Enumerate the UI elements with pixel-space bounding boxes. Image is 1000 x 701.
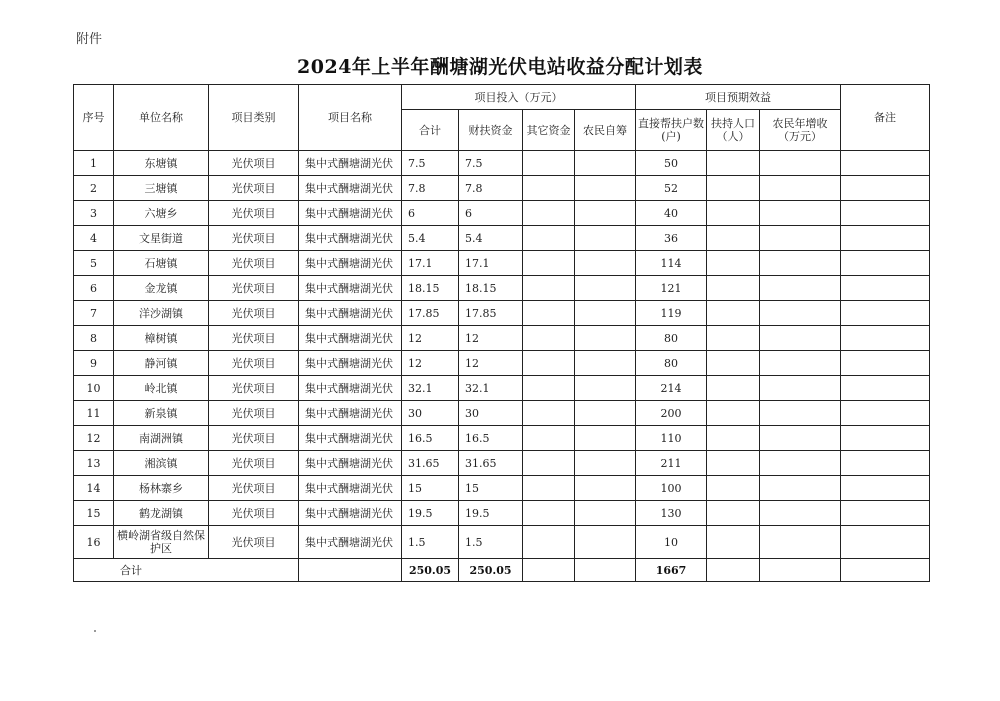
row-project-name: 集中式酬塘湖光伏	[299, 401, 402, 426]
row-other-funds	[523, 251, 575, 276]
row-investment-total: 1.5	[402, 526, 459, 559]
row-unit-name: 杨林寨乡	[114, 476, 209, 501]
table-row	[74, 326, 930, 351]
table-row	[74, 201, 930, 226]
row-income-increase	[760, 226, 841, 251]
row-people-helped	[707, 301, 760, 326]
row-project-type: 光伏项目	[209, 276, 299, 301]
row-other-funds	[523, 401, 575, 426]
row-seq: 11	[74, 401, 114, 426]
row-income-increase	[760, 501, 841, 526]
row-people-helped	[707, 476, 760, 501]
table-row	[74, 376, 930, 401]
row-unit-name: 东塘镇	[114, 151, 209, 176]
row-other-funds	[523, 451, 575, 476]
row-unit-name: 石塘镇	[114, 251, 209, 276]
row-other-funds	[523, 226, 575, 251]
row-farmer-funds	[575, 226, 636, 251]
row-farmer-funds	[575, 451, 636, 476]
row-project-name: 集中式酬塘湖光伏	[299, 376, 402, 401]
row-project-name: 集中式酬塘湖光伏	[299, 426, 402, 451]
table-body	[74, 151, 930, 559]
row-fiscal-funds: 7.5	[459, 151, 523, 176]
row-farmer-funds	[575, 301, 636, 326]
row-project-name: 集中式酬塘湖光伏	[299, 201, 402, 226]
table-row	[74, 401, 930, 426]
total-fiscal-funds: 250.05	[459, 559, 523, 582]
table-row	[74, 426, 930, 451]
table-row	[74, 276, 930, 301]
table-row	[74, 226, 930, 251]
row-farmer-funds	[575, 426, 636, 451]
row-fiscal-funds: 17.1	[459, 251, 523, 276]
row-people-helped	[707, 201, 760, 226]
row-remarks	[841, 301, 930, 326]
table-row	[74, 351, 930, 376]
row-investment-total: 18.15	[402, 276, 459, 301]
header-remarks: 备注	[841, 85, 930, 151]
row-investment-total: 17.85	[402, 301, 459, 326]
header-people-helped: 扶持人口（人）	[707, 110, 760, 151]
row-fiscal-funds: 6	[459, 201, 523, 226]
document-title: 2024年上半年酬塘湖光伏电站收益分配计划表	[297, 56, 703, 78]
attachment-label: 附件	[76, 32, 103, 47]
row-direct-households: 119	[636, 301, 707, 326]
row-seq: 16	[74, 526, 114, 559]
row-income-increase	[760, 401, 841, 426]
row-project-name: 集中式酬塘湖光伏	[299, 326, 402, 351]
table-row	[74, 476, 930, 501]
row-fiscal-funds: 12	[459, 351, 523, 376]
total-income-increase	[760, 559, 841, 582]
row-farmer-funds	[575, 251, 636, 276]
row-income-increase	[760, 351, 841, 376]
row-unit-name: 横岭湖省级自然保护区	[114, 526, 209, 559]
row-unit-name: 金龙镇	[114, 276, 209, 301]
row-other-funds	[523, 426, 575, 451]
row-project-name: 集中式酬塘湖光伏	[299, 526, 402, 559]
row-project-name: 集中式酬塘湖光伏	[299, 351, 402, 376]
row-farmer-funds	[575, 276, 636, 301]
allocation-table-container	[73, 84, 929, 582]
row-seq: 12	[74, 426, 114, 451]
row-farmer-funds	[575, 376, 636, 401]
row-people-helped	[707, 501, 760, 526]
row-farmer-funds	[575, 201, 636, 226]
row-direct-households: 114	[636, 251, 707, 276]
row-seq: 10	[74, 376, 114, 401]
row-people-helped	[707, 426, 760, 451]
total-people-helped	[707, 559, 760, 582]
row-other-funds	[523, 351, 575, 376]
row-project-type: 光伏项目	[209, 301, 299, 326]
row-remarks	[841, 276, 930, 301]
row-other-funds	[523, 301, 575, 326]
row-unit-name: 岭北镇	[114, 376, 209, 401]
table-row	[74, 451, 930, 476]
row-other-funds	[523, 176, 575, 201]
row-direct-households: 36	[636, 226, 707, 251]
row-income-increase	[760, 176, 841, 201]
total-label: 合计	[74, 559, 299, 582]
row-remarks	[841, 251, 930, 276]
row-seq: 8	[74, 326, 114, 351]
row-people-helped	[707, 451, 760, 476]
row-project-type: 光伏项目	[209, 426, 299, 451]
header-project-name: 项目名称	[299, 85, 402, 151]
table-row	[74, 301, 930, 326]
row-project-type: 光伏项目	[209, 226, 299, 251]
total-farmer-funds	[575, 559, 636, 582]
row-project-name: 集中式酬塘湖光伏	[299, 151, 402, 176]
header-benefit-group: 项目预期效益	[636, 85, 841, 110]
row-fiscal-funds: 7.8	[459, 176, 523, 201]
row-project-name: 集中式酬塘湖光伏	[299, 501, 402, 526]
row-seq: 9	[74, 351, 114, 376]
row-seq: 1	[74, 151, 114, 176]
total-row	[74, 559, 930, 582]
row-farmer-funds	[575, 151, 636, 176]
header-fiscal-funds: 财扶资金	[459, 110, 523, 151]
row-investment-total: 30	[402, 401, 459, 426]
row-unit-name: 湘滨镇	[114, 451, 209, 476]
row-income-increase	[760, 151, 841, 176]
row-income-increase	[760, 526, 841, 559]
row-direct-households: 211	[636, 451, 707, 476]
row-remarks	[841, 201, 930, 226]
row-other-funds	[523, 476, 575, 501]
row-people-helped	[707, 351, 760, 376]
row-investment-total: 5.4	[402, 226, 459, 251]
row-farmer-funds	[575, 401, 636, 426]
row-project-name: 集中式酬塘湖光伏	[299, 476, 402, 501]
row-project-name: 集中式酬塘湖光伏	[299, 451, 402, 476]
row-income-increase	[760, 276, 841, 301]
header-other-funds: 其它资金	[523, 110, 575, 151]
row-project-type: 光伏项目	[209, 526, 299, 559]
row-remarks	[841, 176, 930, 201]
row-project-type: 光伏项目	[209, 176, 299, 201]
row-project-name: 集中式酬塘湖光伏	[299, 276, 402, 301]
header-investment-group: 项目投入（万元）	[402, 85, 636, 110]
header-row-top	[74, 85, 930, 110]
row-direct-households: 130	[636, 501, 707, 526]
row-remarks	[841, 376, 930, 401]
row-investment-total: 17.1	[402, 251, 459, 276]
row-investment-total: 12	[402, 326, 459, 351]
total-other-funds	[523, 559, 575, 582]
row-project-type: 光伏项目	[209, 376, 299, 401]
row-investment-total: 7.8	[402, 176, 459, 201]
header-seq: 序号	[74, 85, 114, 151]
row-fiscal-funds: 17.85	[459, 301, 523, 326]
table-row	[74, 526, 930, 559]
row-unit-name: 静河镇	[114, 351, 209, 376]
row-unit-name: 六塘乡	[114, 201, 209, 226]
row-seq: 7	[74, 301, 114, 326]
row-direct-households: 50	[636, 151, 707, 176]
row-direct-households: 80	[636, 351, 707, 376]
row-income-increase	[760, 426, 841, 451]
row-income-increase	[760, 376, 841, 401]
row-direct-households: 214	[636, 376, 707, 401]
row-project-type: 光伏项目	[209, 151, 299, 176]
row-investment-total: 32.1	[402, 376, 459, 401]
allocation-table	[73, 84, 930, 582]
row-direct-households: 121	[636, 276, 707, 301]
row-fiscal-funds: 12	[459, 326, 523, 351]
row-people-helped	[707, 151, 760, 176]
row-other-funds	[523, 501, 575, 526]
row-fiscal-funds: 15	[459, 476, 523, 501]
header-project-type: 项目类别	[209, 85, 299, 151]
header-direct-households: 直接帮扶户数(户)	[636, 110, 707, 151]
row-unit-name: 新泉镇	[114, 401, 209, 426]
row-income-increase	[760, 451, 841, 476]
row-project-type: 光伏项目	[209, 326, 299, 351]
row-project-type: 光伏项目	[209, 501, 299, 526]
header-farmer-funds: 农民自筹	[575, 110, 636, 151]
row-fiscal-funds: 5.4	[459, 226, 523, 251]
row-direct-households: 100	[636, 476, 707, 501]
total-investment: 250.05	[402, 559, 459, 582]
row-other-funds	[523, 276, 575, 301]
row-direct-households: 40	[636, 201, 707, 226]
row-other-funds	[523, 526, 575, 559]
row-direct-households: 200	[636, 401, 707, 426]
row-seq: 14	[74, 476, 114, 501]
row-seq: 5	[74, 251, 114, 276]
row-other-funds	[523, 151, 575, 176]
row-people-helped	[707, 176, 760, 201]
row-other-funds	[523, 201, 575, 226]
row-unit-name: 三塘镇	[114, 176, 209, 201]
row-farmer-funds	[575, 501, 636, 526]
row-project-type: 光伏项目	[209, 401, 299, 426]
row-investment-total: 16.5	[402, 426, 459, 451]
row-unit-name: 鹤龙湖镇	[114, 501, 209, 526]
row-fiscal-funds: 1.5	[459, 526, 523, 559]
row-remarks	[841, 401, 930, 426]
row-direct-households: 52	[636, 176, 707, 201]
row-people-helped	[707, 276, 760, 301]
row-direct-households: 80	[636, 326, 707, 351]
row-seq: 4	[74, 226, 114, 251]
row-income-increase	[760, 251, 841, 276]
row-seq: 2	[74, 176, 114, 201]
row-other-funds	[523, 376, 575, 401]
row-income-increase	[760, 476, 841, 501]
row-project-type: 光伏项目	[209, 476, 299, 501]
header-unit-name: 单位名称	[114, 85, 209, 151]
table-row	[74, 176, 930, 201]
row-remarks	[841, 151, 930, 176]
row-fiscal-funds: 32.1	[459, 376, 523, 401]
row-people-helped	[707, 251, 760, 276]
row-remarks	[841, 526, 930, 559]
table-row	[74, 251, 930, 276]
row-investment-total: 12	[402, 351, 459, 376]
row-farmer-funds	[575, 351, 636, 376]
row-people-helped	[707, 376, 760, 401]
row-fiscal-funds: 18.15	[459, 276, 523, 301]
row-project-type: 光伏项目	[209, 251, 299, 276]
row-seq: 3	[74, 201, 114, 226]
row-seq: 13	[74, 451, 114, 476]
row-remarks	[841, 351, 930, 376]
row-fiscal-funds: 30	[459, 401, 523, 426]
row-farmer-funds	[575, 326, 636, 351]
row-project-name: 集中式酬塘湖光伏	[299, 251, 402, 276]
row-income-increase	[760, 326, 841, 351]
row-remarks	[841, 451, 930, 476]
row-remarks	[841, 476, 930, 501]
row-unit-name: 南湖洲镇	[114, 426, 209, 451]
row-fiscal-funds: 31.65	[459, 451, 523, 476]
row-remarks	[841, 326, 930, 351]
row-investment-total: 19.5	[402, 501, 459, 526]
row-farmer-funds	[575, 476, 636, 501]
row-project-type: 光伏项目	[209, 201, 299, 226]
row-unit-name: 洋沙湖镇	[114, 301, 209, 326]
row-project-name: 集中式酬塘湖光伏	[299, 226, 402, 251]
scan-speck	[94, 630, 96, 632]
header-investment-total: 合计	[402, 110, 459, 151]
row-remarks	[841, 501, 930, 526]
total-project-name-cell	[299, 559, 402, 582]
row-project-name: 集中式酬塘湖光伏	[299, 176, 402, 201]
row-remarks	[841, 226, 930, 251]
total-remarks	[841, 559, 930, 582]
row-investment-total: 7.5	[402, 151, 459, 176]
row-project-type: 光伏项目	[209, 451, 299, 476]
row-remarks	[841, 426, 930, 451]
row-seq: 6	[74, 276, 114, 301]
row-fiscal-funds: 19.5	[459, 501, 523, 526]
row-investment-total: 6	[402, 201, 459, 226]
row-people-helped	[707, 526, 760, 559]
row-unit-name: 文星街道	[114, 226, 209, 251]
row-investment-total: 31.65	[402, 451, 459, 476]
row-farmer-funds	[575, 526, 636, 559]
total-households: 1667	[636, 559, 707, 582]
row-unit-name: 樟树镇	[114, 326, 209, 351]
row-project-type: 光伏项目	[209, 351, 299, 376]
row-direct-households: 110	[636, 426, 707, 451]
row-fiscal-funds: 16.5	[459, 426, 523, 451]
table-row	[74, 501, 930, 526]
row-income-increase	[760, 201, 841, 226]
row-people-helped	[707, 401, 760, 426]
row-people-helped	[707, 326, 760, 351]
table-row	[74, 151, 930, 176]
row-seq: 15	[74, 501, 114, 526]
row-investment-total: 15	[402, 476, 459, 501]
row-project-name: 集中式酬塘湖光伏	[299, 301, 402, 326]
header-income-increase: 农民年增收（万元）	[760, 110, 841, 151]
row-other-funds	[523, 326, 575, 351]
row-income-increase	[760, 301, 841, 326]
row-farmer-funds	[575, 176, 636, 201]
row-people-helped	[707, 226, 760, 251]
row-direct-households: 10	[636, 526, 707, 559]
